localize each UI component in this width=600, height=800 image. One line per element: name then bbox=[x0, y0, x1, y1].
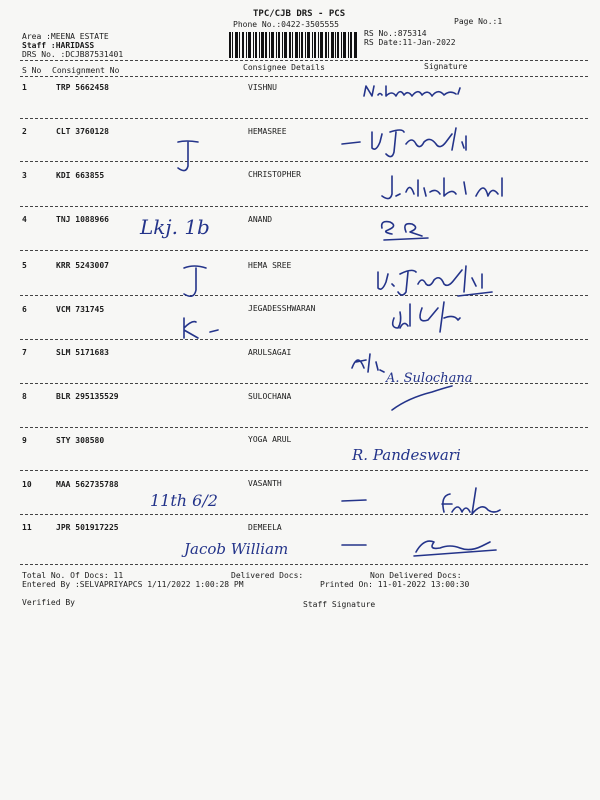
col-consignee: Consignee Details bbox=[243, 63, 325, 72]
note-row-10-left-text: 11th 6/2 bbox=[150, 491, 218, 510]
barcode bbox=[229, 32, 357, 58]
row-consignment: STY 308580 bbox=[56, 436, 105, 445]
row-sno: 6 bbox=[22, 305, 27, 314]
row-sno: 9 bbox=[22, 436, 27, 445]
initials-row-4-left bbox=[138, 210, 210, 246]
signature-row-1 bbox=[362, 82, 472, 104]
row-sno: 3 bbox=[22, 171, 27, 180]
note-row-11-left bbox=[182, 528, 332, 570]
row-sno: 10 bbox=[22, 480, 32, 489]
row-divider bbox=[20, 118, 588, 119]
signature-row-5 bbox=[372, 258, 512, 302]
signature-row-4 bbox=[378, 216, 438, 248]
row-consignee: VISHNU bbox=[248, 83, 277, 92]
printed-on: Printed On: 11-01-2022 13:00:30 bbox=[320, 580, 470, 589]
row-consignee: SULOCHANA bbox=[248, 392, 292, 401]
row-divider bbox=[20, 339, 588, 340]
row-divider bbox=[20, 250, 588, 251]
signature-row-11 bbox=[410, 532, 500, 564]
initials-row-4-left-text: Lkj. 1b bbox=[140, 215, 210, 239]
row-consignment: TNJ 1088966 bbox=[56, 215, 109, 224]
drs-number: DRS No. :DCJB87531401 bbox=[22, 50, 124, 59]
total-docs: Total No. Of Docs: 11 bbox=[22, 571, 124, 580]
row-consignee: ARULSAGAI bbox=[248, 348, 292, 357]
row-divider bbox=[20, 427, 588, 428]
signature-row-8 bbox=[388, 384, 468, 416]
delivered-docs: Delivered Docs: bbox=[231, 571, 304, 580]
row-sno: 5 bbox=[22, 261, 27, 270]
row-consignee: DEMEELA bbox=[248, 523, 282, 532]
row-consignment: KRR 5243007 bbox=[56, 261, 109, 270]
row-consignment: JPR 501917225 bbox=[56, 523, 119, 532]
signature-row-9 bbox=[350, 440, 510, 472]
initial-row-6-left bbox=[178, 312, 238, 344]
row-consignment: VCM 731745 bbox=[56, 305, 105, 314]
row-sno: 2 bbox=[22, 127, 27, 136]
header-divider-bottom bbox=[20, 76, 588, 77]
staff-signature: Staff Signature bbox=[303, 600, 376, 609]
staff-label: Staff :HARIDASS bbox=[22, 41, 95, 50]
row-sno: 7 bbox=[22, 348, 27, 357]
initial-row-5-left bbox=[180, 262, 220, 304]
row-consignment: SLM 5171683 bbox=[56, 348, 109, 357]
row-consignment: CLT 3760128 bbox=[56, 127, 109, 136]
note-row-10-left bbox=[148, 484, 248, 516]
row-consignee: ANAND bbox=[248, 215, 273, 224]
note-row-11-left-text: Jacob William bbox=[184, 540, 289, 558]
col-consignment: Consignment No bbox=[52, 66, 120, 75]
area-label: Area :MEENA ESTATE bbox=[22, 32, 109, 41]
rs-date: RS Date:11-Jan-2022 bbox=[364, 38, 456, 47]
row-consignee: VASANTH bbox=[248, 479, 282, 488]
row-sno: 4 bbox=[22, 215, 27, 224]
row-consignment: MAA 562735788 bbox=[56, 480, 119, 489]
signature-row-9-text: R. Pandeswari bbox=[352, 446, 461, 464]
phone-number: Phone No.:0422-3505555 bbox=[233, 20, 339, 29]
entered-by: Entered By :SELVAPRIYAPCS 1/11/2022 1:00:28 PM bbox=[22, 580, 244, 589]
page-number: Page No.:1 bbox=[454, 17, 503, 26]
row-sno: 8 bbox=[22, 392, 27, 401]
signature-row-6 bbox=[388, 298, 478, 342]
row-consignment: BLR 295135529 bbox=[56, 392, 119, 401]
row-consignment: KDI 663855 bbox=[56, 171, 105, 180]
row-consignee: YOGA ARUL bbox=[248, 435, 292, 444]
row-consignee: HEMASREE bbox=[248, 127, 287, 136]
signature-row-2 bbox=[340, 122, 520, 164]
col-sno: S No bbox=[22, 66, 42, 75]
row-consignment: TRP 5662458 bbox=[56, 83, 109, 92]
row-consignee: CHRISTOPHER bbox=[248, 170, 301, 179]
row-sno: 11 bbox=[22, 523, 32, 532]
dash-row-11 bbox=[340, 540, 370, 552]
verified-by: Verified By bbox=[22, 598, 75, 607]
signature-row-7-right-text: A. Sulochana bbox=[386, 371, 473, 386]
document-title: TPC/CJB DRS - PCS bbox=[253, 9, 346, 19]
non-delivered-docs: Non Delivered Docs: bbox=[370, 571, 462, 580]
rs-number: RS No.:875314 bbox=[364, 29, 427, 38]
col-signature: Signature bbox=[424, 62, 468, 71]
signature-row-3 bbox=[380, 170, 520, 208]
signature-row-10 bbox=[438, 486, 508, 524]
dash-row-10 bbox=[340, 496, 370, 508]
row-consignee: JEGADESSHWARAN bbox=[248, 304, 316, 313]
row-sno: 1 bbox=[22, 83, 27, 92]
row-consignee: HEMA SREE bbox=[248, 261, 292, 270]
header-divider-top bbox=[20, 60, 588, 61]
initial-row-2-left bbox=[172, 138, 212, 180]
